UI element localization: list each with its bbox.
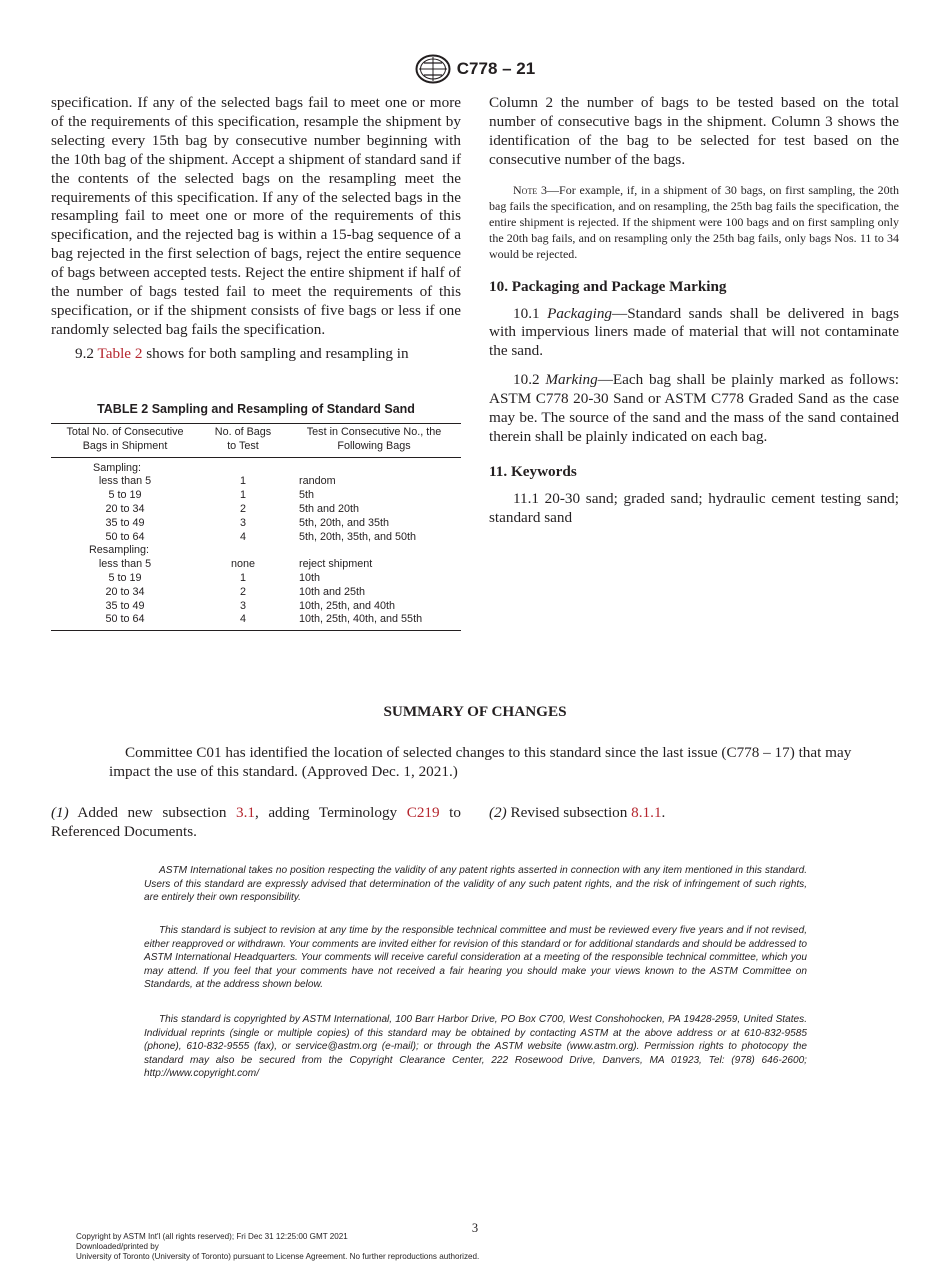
header-bags-to-test: No. of Bags to Test bbox=[199, 424, 287, 458]
group-row-sampling: Sampling: bbox=[93, 461, 142, 474]
right-column bbox=[489, 94, 899, 528]
paragraph-10-2: 10.2 Marking—Each bag shall be plainly marked as follows: ASTM C778 20-30 Sand or ASTM C778 Graded Sand as the case may be. The source of the sand and the mass of the sand contained therein shall be plainly indicated on each bag. bbox=[489, 371, 899, 445]
paragraph-text: shows for both sampling and resampling in bbox=[142, 344, 409, 362]
standard-designation: C778 – 21 bbox=[456, 59, 536, 78]
footer-line: University of Toronto (University of Toronto) pursuant to License Agreement. No further reproductions authorized. bbox=[76, 1252, 480, 1262]
copyright-notice: This standard is copyrighted by ASTM International, 100 Barr Harbor Drive, PO Box C700, West Conshohocken, PA 19428-2959, United States. Individual reprints (single or multiple copies) of this standard may be obtained by contacting ASTM at the above address or at 610-832-9585 (phone), 610-832-9555 (fax), or service@astm.org (e-mail); or through the ASTM website (www.astm.org). Permission rights to photocopy the standard may also be secured from the Copyright Clearance Center, 222 Rosewood Drive, Danvers, MA 01923, Tel: (978) 646-2600; http://www.copyright.com/ bbox=[144, 1014, 807, 1080]
table-2 bbox=[51, 402, 461, 631]
table-row: 5 to 19 1 10th bbox=[108, 571, 321, 584]
subsection-3-1-link[interactable]: 3.1 bbox=[235, 804, 255, 821]
footer-line: Copyright by ASTM Int'l (all rights reserved); Fri Dec 31 12:25:00 GMT 2021 bbox=[76, 1232, 348, 1241]
footer-line: Downloaded/printed by bbox=[76, 1242, 159, 1252]
table-row: 5 to 19 1 5th bbox=[108, 489, 315, 502]
summary-intro: Committee C01 has identified the location of selected changes to this standard since the last issue (C778 – 17) that may impact the use of this standard. (Approved Dec. 1, 2021.) bbox=[109, 744, 852, 780]
section-11-heading: 11. Keywords bbox=[489, 462, 577, 480]
c219-link[interactable]: C219 bbox=[406, 804, 440, 821]
note-text: —For example, if, in a shipment of 30 bags, on first sampling, the 20th bag fails the specification, and on resampling, the 25th bag fails the specification, the entire shipment is rejected. If the shipment were 100 bags and on first sampling only the 20th bag fails, and on resampling only the 25th bag fails, only bags Nos. 11 to 34 would be rejected. bbox=[489, 182, 899, 261]
table-row: 35 to 49 3 5th, 20th, and 35th bbox=[105, 516, 390, 529]
paragraph-number: 9.2 bbox=[75, 344, 98, 362]
table-header-row bbox=[51, 424, 461, 458]
table-title: TABLE 2 Sampling and Resampling of Standard Sand bbox=[97, 402, 415, 416]
term-packaging: Packaging bbox=[547, 304, 613, 322]
sampling-table bbox=[51, 423, 461, 631]
table-row: 20 to 34 2 5th and 20th bbox=[105, 502, 360, 515]
left-column bbox=[51, 94, 461, 364]
paragraph-10-1: 10.1 Packaging—Standard sands shall be delivered in bags with impervious liners made of material that will not contaminate the sand. bbox=[489, 304, 899, 360]
note-label: Note 3 bbox=[513, 182, 548, 197]
subsection-8-1-1-link[interactable]: 8.1.1 bbox=[631, 804, 662, 821]
section-9-1-continued: specification. If any of the selected bags fail to meet one or more of the requirements of this specification, resample the shipment by selecting every 15th bag by consecutive number beginning with the 10th bag of the shipment. Accept a shipment of standard sand if the contents of the selected bags on the resampling meet the requirements of this specification. If any of the selected bags in the resampling fail to meet one or more of the requirements of this specification, and the rejected bag is within a 15-bag sequence of a bag rejected in the first selection of bags, reject the entire sequence of bags between accepted tests. Reject the entire shipment if half of the number of bags tested fail to meet the requirements of this specification, or if the shipment consists of five bags or less if one randomly selected bag fails the specification. bbox=[51, 94, 461, 338]
astm-logo-icon bbox=[415, 54, 451, 84]
change-item-1: (1) Added new subsection 3.1, adding Terminology C219 to Referenced Documents. bbox=[51, 804, 461, 840]
page-header bbox=[0, 52, 950, 86]
page-number: 3 bbox=[471, 1221, 479, 1235]
patent-disclaimer: ASTM International takes no position respecting the validity of any patent rights asserted in connection with any item mentioned in this standard. Users of this standard are expressly advised that determination of the validity of any such patent rights, and the risk of infringement of such rights, are entirely their own responsibility. bbox=[144, 865, 807, 904]
term-marking: Marking bbox=[545, 371, 598, 389]
table-row: 50 to 64 4 5th, 20th, 35th, and 50th bbox=[105, 530, 417, 543]
paragraph-11-1: 11.1 20-30 sand; graded sand; hydraulic cement testing sand; standard sand bbox=[489, 489, 899, 526]
section-9-2-continued: Column 2 the number of bags to be tested based on the total number of consecutive bags in the shipment. Column 3 shows the identification of the bag to be selected for test based on the consecutive number of the bags. bbox=[489, 94, 899, 168]
revision-notice: This standard is subject to revision at any time by the responsible technical committee and must be reviewed every five years and if not revised, either reapproved or withdrawn. Your comments are invited either for revision of this standard or for additional standards and should be addressed to ASTM International Headquarters. Your comments will receive careful consideration at a meeting of the responsible technical committee, which you may attend. If you feel that your comments have not received a fair hearing you should make your views known to the ASTM Committee on Standards, at the address shown below. bbox=[144, 925, 808, 991]
table-row: 20 to 34 2 10th and 25th bbox=[105, 585, 366, 598]
table-2-link[interactable]: Table 2 bbox=[97, 344, 143, 362]
note-3 bbox=[489, 182, 899, 262]
summary-title: SUMMARY OF CHANGES bbox=[383, 703, 567, 720]
header-total-bags: Total No. of Consecutive Bags in Shipment bbox=[51, 424, 199, 458]
table-row: less than 5 none reject shipment bbox=[98, 558, 373, 571]
table-row: 35 to 49 3 10th, 25th, and 40th bbox=[105, 599, 396, 612]
table-row: 50 to 64 4 10th, 25th, 40th, and 55th bbox=[51, 613, 461, 630]
section-10-heading: 10. Packaging and Package Marking bbox=[489, 277, 727, 295]
group-row-resampling: Resampling: bbox=[89, 544, 150, 557]
download-footer bbox=[76, 1232, 676, 1263]
header-test-bags: Test in Consecutive No., the Following Bags bbox=[287, 424, 461, 458]
change-item-2: (2) Revised subsection 8.1.1. bbox=[489, 804, 666, 821]
paragraph-9-2 bbox=[51, 345, 461, 364]
table-row: less than 5 1 random bbox=[98, 475, 336, 488]
